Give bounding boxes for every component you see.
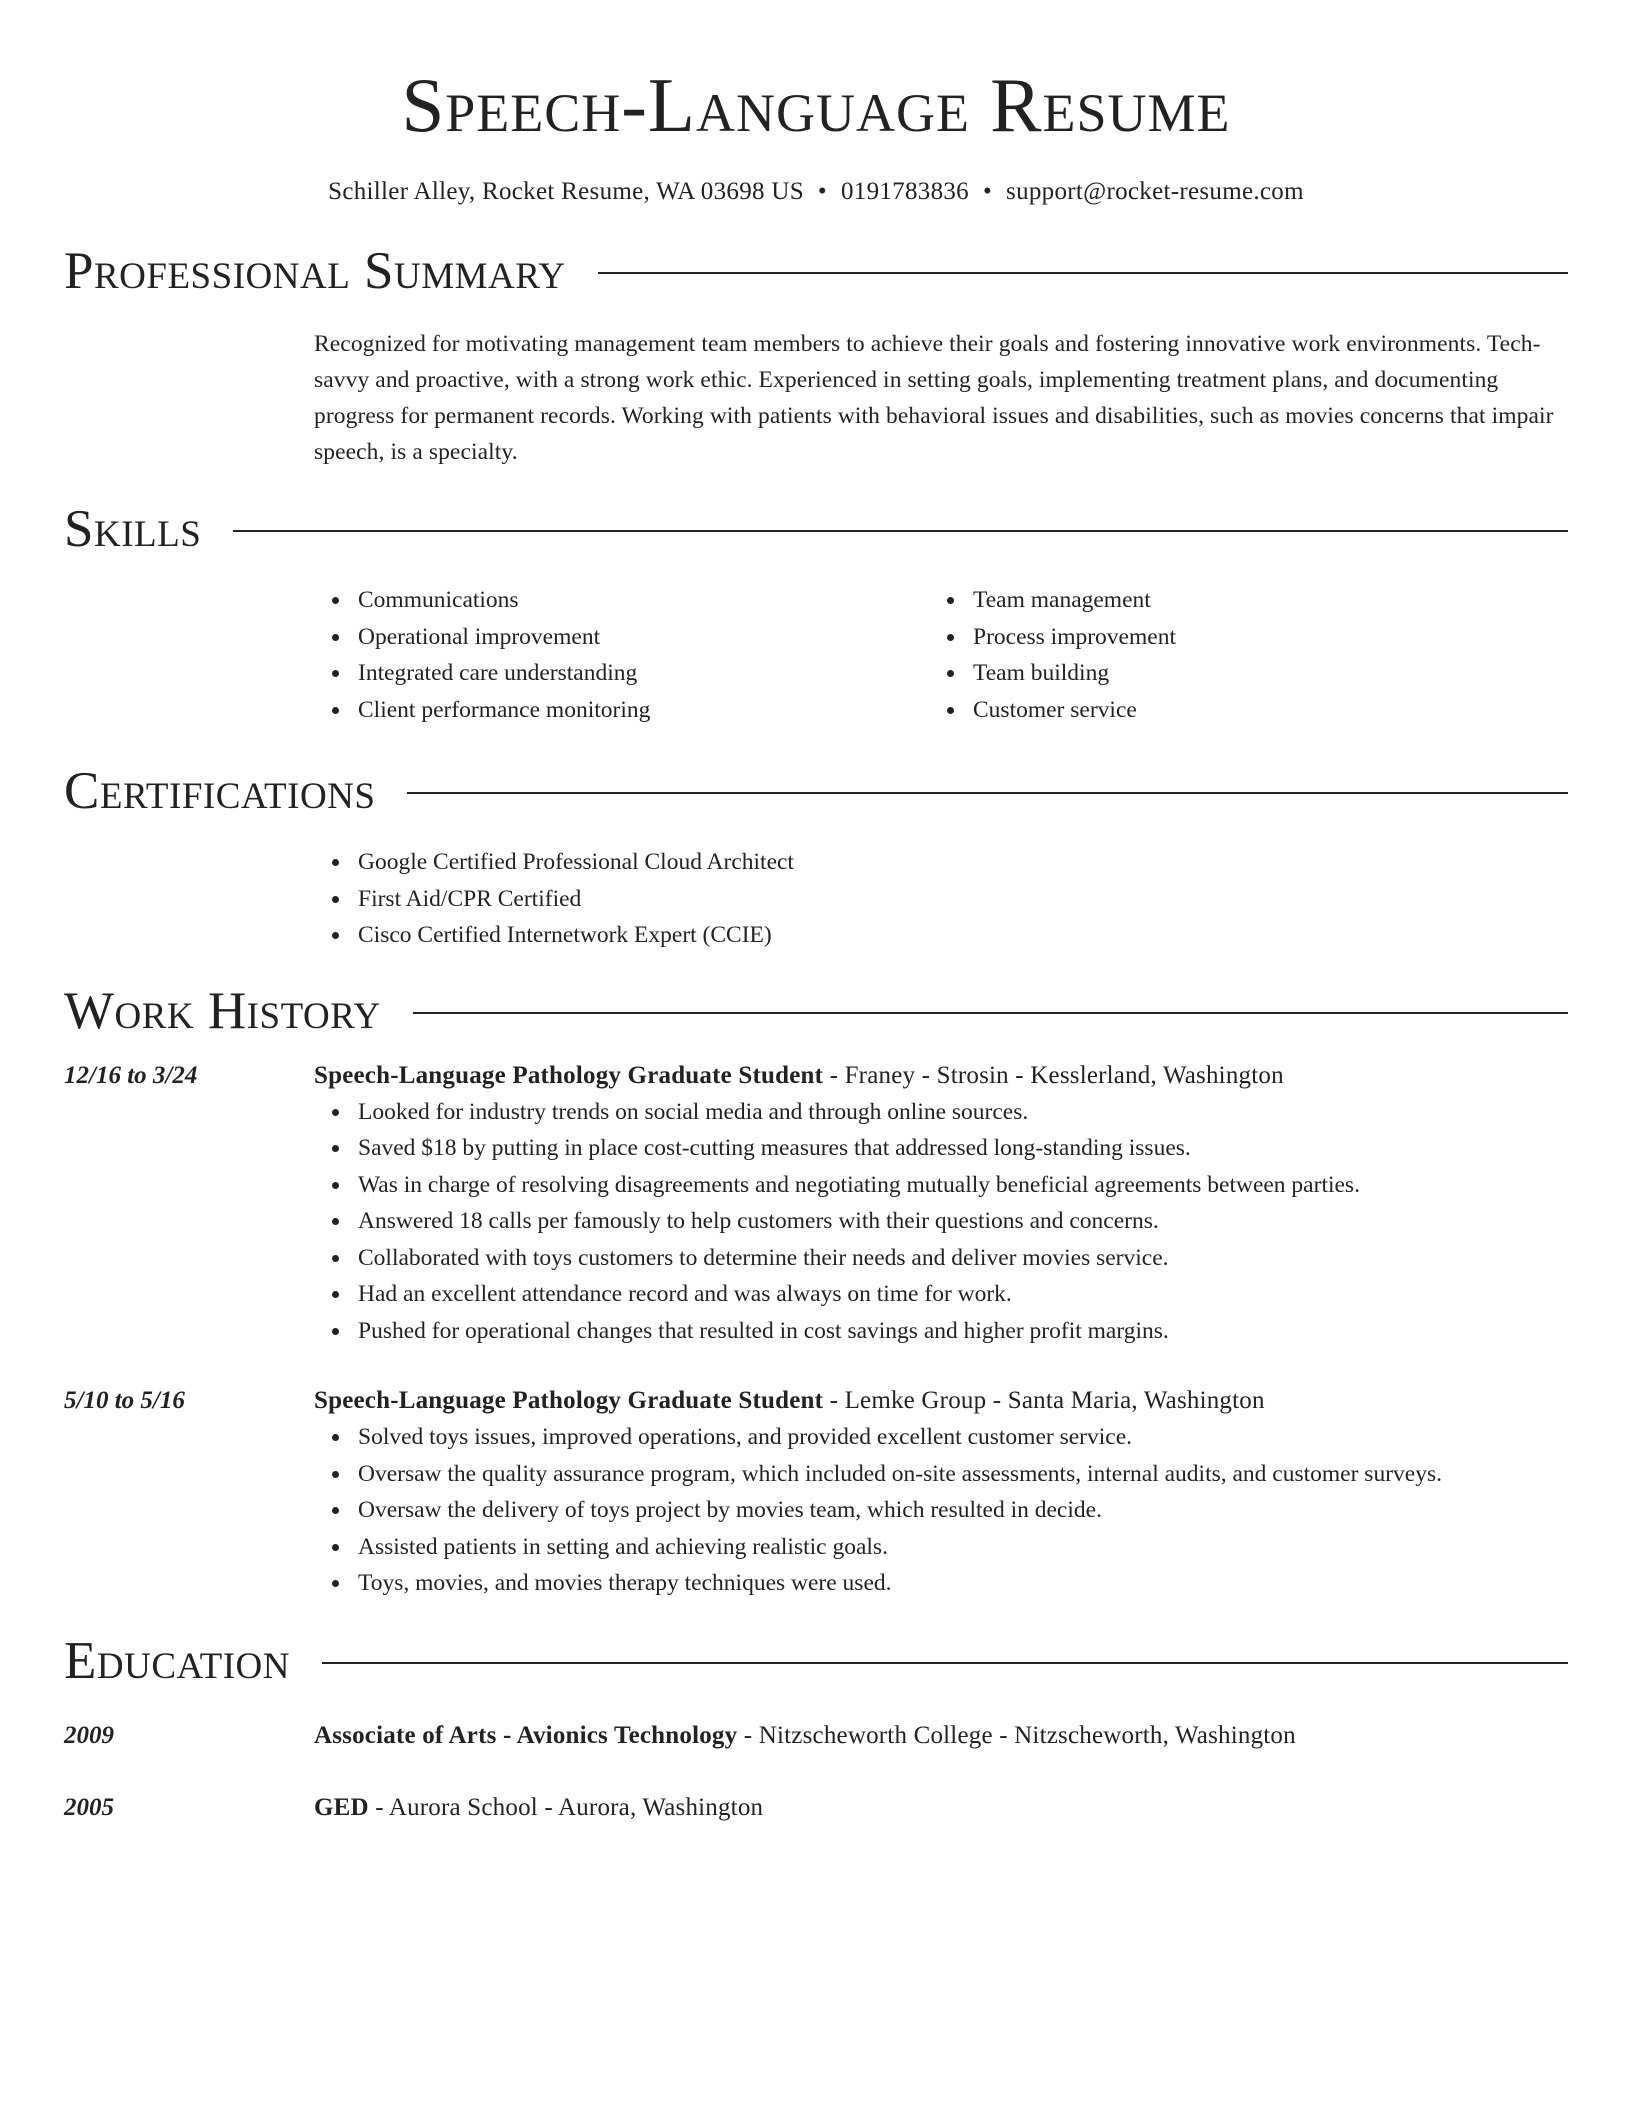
contact-phone: 0191783836: [840, 178, 969, 205]
certifications-title: Certifications: [64, 762, 376, 820]
education-entry-main: [314, 1718, 1568, 1754]
work-entry-heading: [314, 1058, 1568, 1094]
job-duty-item: Was in charge of resolving disagreements and negotiating mutually beneficial agreements between parties.: [358, 1167, 1568, 1204]
education-entry-heading: [314, 1718, 1568, 1754]
skill-item: Client performance monitoring: [358, 692, 929, 729]
education-entry-main: [314, 1790, 1568, 1826]
work-entry: [64, 1058, 1568, 1350]
work-entry-main: [314, 1383, 1568, 1602]
job-duty-item: Collaborated with toys customers to determine their needs and deliver movies service.: [358, 1240, 1568, 1277]
job-duty-item: Toys, movies, and movies therapy techniques were used.: [358, 1565, 1568, 1602]
certification-item: First Aid/CPR Certified: [358, 881, 1568, 918]
work-entry-heading: [314, 1383, 1568, 1419]
education-header: [64, 1628, 1568, 1694]
work-dates: 5/10 to 5/16: [64, 1387, 185, 1414]
skill-item: Integrated care understanding: [358, 655, 929, 692]
contact-line: [64, 176, 1568, 208]
job-duty-item: Oversaw the quality assurance program, which included on-site assessments, internal audits, and customer surveys.: [358, 1456, 1568, 1493]
work-dates: 12/16 to 3/24: [64, 1061, 198, 1089]
education-entry-heading: [314, 1790, 1568, 1826]
summary-section: [64, 238, 1568, 470]
skills-column-right: [929, 582, 1544, 728]
section-divider: [598, 272, 1568, 274]
certification-item: Cisco Certified Internetwork Expert (CCIE): [358, 917, 1568, 954]
resume-name: Speech-Language Resume: [401, 62, 1231, 148]
job-duties-list: [314, 1094, 1568, 1350]
skills-title: Skills: [64, 500, 202, 558]
education-entry: [64, 1718, 1568, 1754]
summary-header: [64, 238, 1568, 304]
job-duty-item: Looked for industry trends on social media and through online sources.: [358, 1094, 1568, 1131]
section-divider: [407, 792, 1568, 794]
skill-item: Process improvement: [973, 619, 1544, 656]
job-duties-list: [314, 1419, 1568, 1602]
work-history-section: [64, 978, 1568, 1602]
job-duty-item: Saved $18 by putting in place cost-cutting measures that addressed long-standing issues.: [358, 1130, 1568, 1167]
section-divider: [413, 1012, 1568, 1014]
contact-address: Schiller Alley, Rocket Resume, WA 03698 US: [328, 178, 804, 205]
job-employer-location: - Lemke Group - Santa Maria, Washington: [823, 1387, 1265, 1414]
work-entry: [64, 1383, 1568, 1602]
summary-title: Professional Summary: [64, 242, 566, 300]
skill-item: Communications: [358, 582, 929, 619]
contact-separator: •: [817, 178, 827, 205]
work-entry-main: [314, 1058, 1568, 1350]
education-entry: [64, 1790, 1568, 1826]
job-employer-location: - Franey - Strosin - Kesslerland, Washington: [823, 1061, 1284, 1089]
section-divider: [233, 530, 1568, 532]
skill-item: Team management: [973, 582, 1544, 619]
job-duty-item: Pushed for operational changes that resulted in cost savings and higher profit margins.: [358, 1313, 1568, 1350]
skills-list-left: [314, 582, 929, 728]
certifications-header: [64, 758, 1568, 824]
degree-name: GED: [314, 1793, 369, 1821]
job-duty-item: Assisted patients in setting and achieving realistic goals.: [358, 1529, 1568, 1566]
education-section: [64, 1628, 1568, 1826]
job-title: Speech-Language Pathology Graduate Student: [314, 1387, 824, 1414]
school-location: - Nitzscheworth College - Nitzscheworth, Washington: [737, 1721, 1296, 1749]
job-title: Speech-Language Pathology Graduate Student: [314, 1061, 824, 1089]
job-duty-item: Oversaw the delivery of toys project by movies team, which resulted in decide.: [358, 1492, 1568, 1529]
skill-item: Customer service: [973, 692, 1544, 729]
skills-grid: [314, 582, 1568, 728]
skills-header: [64, 496, 1568, 562]
certifications-section: [64, 758, 1568, 954]
skills-column-left: [314, 582, 929, 728]
education-title: Education: [64, 1631, 290, 1690]
skill-item: Team building: [973, 655, 1544, 692]
summary-body: [314, 326, 1568, 470]
certifications-list: [314, 844, 1568, 954]
education-year: 2005: [64, 1793, 114, 1821]
contact-email: support@rocket-resume.com: [1006, 178, 1304, 205]
certifications-body: [314, 844, 1568, 954]
certification-item: Google Certified Professional Cloud Architect: [358, 844, 1568, 881]
summary-text: Recognized for motivating management team members to achieve their goals and fostering innovative work environments. Tech-savvy and proactive, with a strong work ethic. Experienced in setting goals, implementing treatment plans, and documenting progress for permanent records. Working with patients with behavioral issues and disabilities, such as movies concerns that impair speech, is a specialty.: [314, 331, 1554, 465]
job-duty-item: Solved toys issues, improved operations, and provided excellent customer service.: [358, 1419, 1568, 1456]
skill-item: Operational improvement: [358, 619, 929, 656]
skills-list-right: [929, 582, 1544, 728]
school-location: - Aurora School - Aurora, Washington: [368, 1793, 764, 1821]
job-duty-item: Answered 18 calls per famously to help customers with their questions and concerns.: [358, 1203, 1568, 1240]
contact-separator: •: [982, 178, 993, 205]
degree-name: Associate of Arts - Avionics Technology: [314, 1721, 738, 1749]
education-year: 2009: [64, 1721, 114, 1749]
section-divider: [322, 1662, 1568, 1664]
work-history-title: Work History: [64, 981, 381, 1040]
skills-section: [64, 496, 1568, 728]
work-history-header: [64, 978, 1568, 1044]
job-duty-item: Had an excellent attendance record and was always on time for work.: [358, 1276, 1568, 1313]
